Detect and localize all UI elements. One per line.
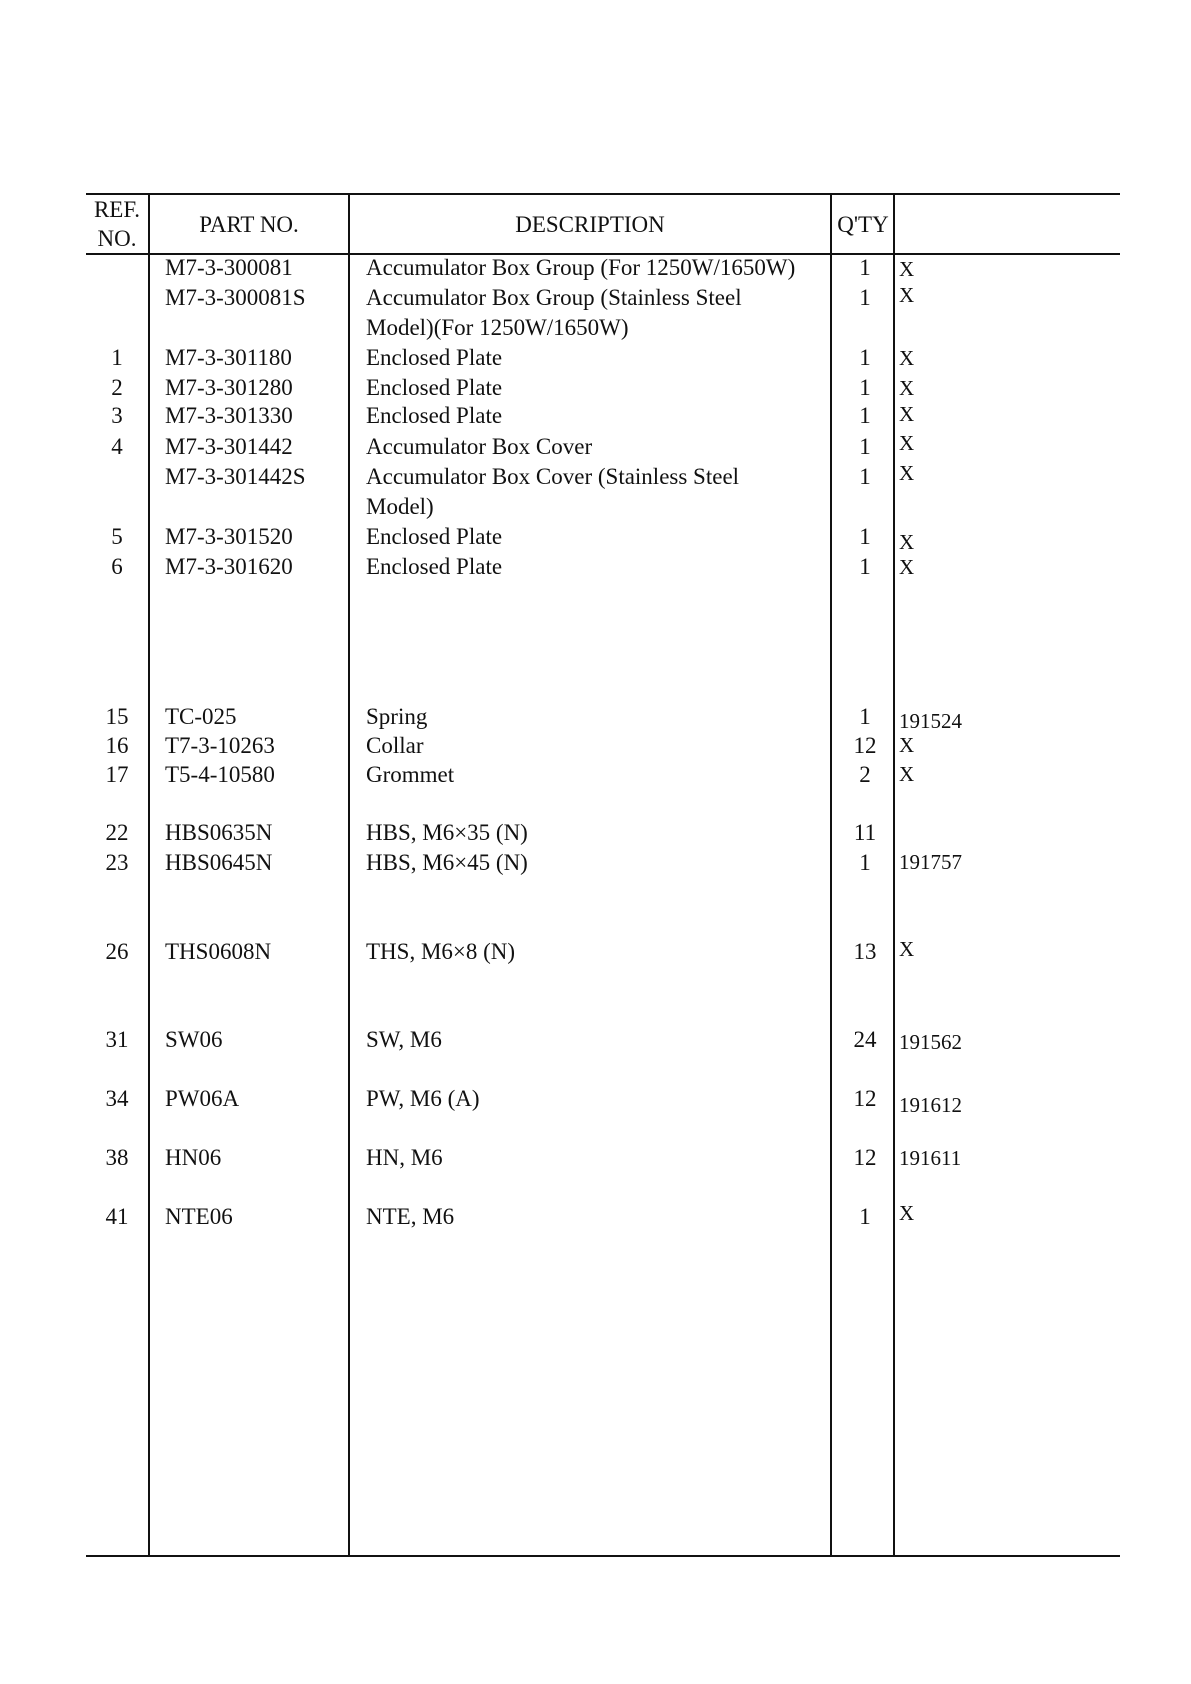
- table-top-rule: [86, 193, 1120, 195]
- row-part-no: T7-3-10263: [165, 733, 275, 758]
- row-remark: X: [899, 762, 915, 786]
- row-qty: 1: [859, 704, 871, 729]
- row-remark: X: [899, 733, 915, 757]
- row-remark: 191611: [899, 1146, 962, 1170]
- row-description: Accumulator Box Cover (Stainless Steel Model): [366, 464, 740, 519]
- row-part-no: HN06: [165, 1145, 222, 1170]
- row-ref: 1: [111, 345, 123, 370]
- row-description: Accumulator Box Cover: [366, 434, 593, 459]
- header-description: DESCRIPTION: [515, 212, 665, 237]
- row-ref: 4: [111, 434, 123, 459]
- row-ref: 31: [105, 1027, 129, 1052]
- table-bottom-rule: [86, 1555, 1120, 1557]
- row-remark: X: [899, 402, 915, 426]
- row-description: Accumulator Box Group (For 1250W/1650W): [366, 255, 796, 280]
- row-qty: 1: [859, 345, 871, 370]
- row-part-no: PW06A: [165, 1086, 240, 1111]
- row-ref: 6: [111, 554, 123, 579]
- row-description: Enclosed Plate: [366, 403, 503, 428]
- row-part-no: M7-3-301330: [165, 403, 293, 428]
- header-ref-line1: REF.: [93, 197, 141, 222]
- row-remark: X: [899, 257, 915, 281]
- row-description: Enclosed Plate: [366, 345, 503, 370]
- row-description: THS, M6×8 (N): [366, 939, 516, 964]
- row-qty: 1: [859, 255, 871, 280]
- row-remark: X: [899, 376, 915, 400]
- column-divider-part: [348, 194, 350, 1556]
- row-qty: 1: [859, 434, 871, 459]
- row-part-no: SW06: [165, 1027, 223, 1052]
- row-description: HBS, M6×35 (N): [366, 820, 528, 845]
- row-ref: 2: [111, 375, 123, 400]
- row-description: Spring: [366, 704, 428, 729]
- row-description: Enclosed Plate: [366, 554, 503, 579]
- header-ref-no: [86, 195, 148, 253]
- row-remark: X: [899, 937, 915, 961]
- row-part-no: TC-025: [165, 704, 237, 729]
- row-remark: X: [899, 1201, 915, 1225]
- row-ref: 22: [105, 820, 129, 845]
- row-part-no: HBS0635N: [165, 820, 273, 845]
- column-divider-ref: [148, 194, 150, 1556]
- row-part-no: T5-4-10580: [165, 762, 275, 787]
- row-part-no: M7-3-301442S: [165, 464, 306, 489]
- row-part-no: M7-3-301180: [165, 345, 292, 370]
- row-qty: 1: [859, 1204, 871, 1229]
- row-ref: 5: [111, 524, 123, 549]
- row-description: SW, M6: [366, 1027, 442, 1052]
- row-qty: 1: [859, 524, 871, 549]
- row-remark: 191562: [899, 1030, 962, 1054]
- row-description: HBS, M6×45 (N): [366, 850, 528, 875]
- row-remark: 191757: [899, 850, 962, 874]
- row-qty: 12: [853, 1145, 877, 1170]
- row-remark: X: [899, 461, 915, 485]
- row-ref: 34: [105, 1086, 129, 1111]
- row-description: Collar: [366, 733, 424, 758]
- row-qty: 13: [853, 939, 877, 964]
- row-description: NTE, M6: [366, 1204, 455, 1229]
- row-description: Accumulator Box Group (Stainless Steel Model)(For 1250W/1650W): [366, 285, 742, 340]
- row-description: HN, M6: [366, 1145, 443, 1170]
- row-remark: X: [899, 346, 915, 370]
- row-qty: 2: [859, 762, 871, 787]
- row-remark: X: [899, 555, 915, 579]
- row-ref: 3: [111, 403, 123, 428]
- row-ref: 38: [105, 1145, 129, 1170]
- row-part-no: HBS0645N: [165, 850, 273, 875]
- row-description: Enclosed Plate: [366, 524, 503, 549]
- row-remark: X: [899, 431, 915, 455]
- row-ref: 15: [105, 704, 129, 729]
- row-ref: 17: [105, 762, 129, 787]
- row-ref: 16: [105, 733, 129, 758]
- header-part-no: PART NO.: [199, 212, 299, 237]
- row-part-no: THS0608N: [165, 939, 272, 964]
- header-ref-line2: NO.: [97, 226, 137, 251]
- row-qty: 12: [853, 733, 877, 758]
- row-part-no: M7-3-300081: [165, 255, 293, 280]
- row-qty: 24: [853, 1027, 877, 1052]
- row-qty: 1: [859, 464, 871, 489]
- row-part-no: M7-3-301280: [165, 375, 293, 400]
- row-part-no: M7-3-301520: [165, 524, 293, 549]
- row-qty: 11: [853, 820, 877, 845]
- row-ref: 26: [105, 939, 129, 964]
- row-description: Enclosed Plate: [366, 375, 503, 400]
- row-remark: X: [899, 283, 915, 307]
- header-qty: Q'TY: [837, 212, 889, 237]
- row-remark: X: [899, 530, 915, 554]
- row-part-no: NTE06: [165, 1204, 233, 1229]
- row-qty: 1: [859, 850, 871, 875]
- row-description: Grommet: [366, 762, 455, 787]
- row-ref: 23: [105, 850, 129, 875]
- row-part-no: M7-3-300081S: [165, 285, 306, 310]
- row-qty: 1: [859, 554, 871, 579]
- row-part-no: M7-3-301620: [165, 554, 293, 579]
- row-qty: 12: [853, 1086, 877, 1111]
- row-qty: 1: [859, 403, 871, 428]
- row-qty: 1: [859, 285, 871, 310]
- row-remark: 191612: [899, 1093, 962, 1117]
- row-qty: 1: [859, 375, 871, 400]
- row-ref: 41: [105, 1204, 129, 1229]
- row-description: PW, M6 (A): [366, 1086, 480, 1111]
- column-divider-desc: [830, 194, 832, 1556]
- row-part-no: M7-3-301442: [165, 434, 293, 459]
- row-remark: 191524: [899, 709, 962, 733]
